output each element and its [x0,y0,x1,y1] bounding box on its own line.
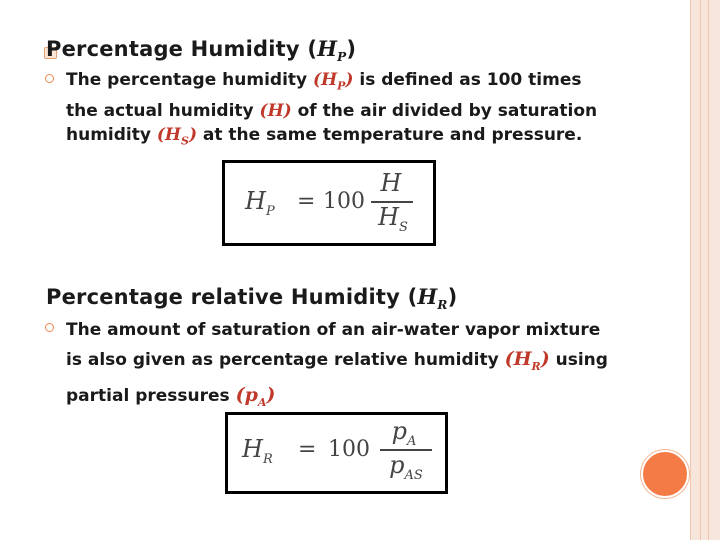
formula-coefficient: 100 [323,189,365,214]
para-line: is also given as percentage relative humidity $(H_R)$ using [66,348,608,373]
bullet-icon [45,74,54,83]
section2-title: Percentage relative Humidity $(H_R)$ [46,284,458,313]
para-line: humidity $(H_S)$ at the same temperature and pressure. [66,125,583,148]
section2-paragraph [66,316,608,417]
formula-denominator: $p_{AS}$ [389,451,423,483]
section1-paragraph [66,68,597,154]
formula-lhs: $H_P$ [245,187,275,219]
formula-equals: = [297,189,316,214]
formula-numerator: $p_A$ [391,417,417,449]
para-line: The amount of saturation of an air-water vapor mixture [66,320,601,340]
right-border-strip [690,0,720,540]
border-line [708,0,709,540]
formula-equals: = [298,437,317,462]
border-line [700,0,701,540]
bullet-icon [45,323,54,332]
para-line: the actual humidity (H) of the air divided by saturation [66,100,598,121]
formula-coefficient: 100 [328,437,370,462]
border-line [690,0,691,540]
formula-denominator: $H_S$ [378,203,408,235]
para-line: partial pressures $(p_A)$ [66,383,276,409]
formula-numerator: H [380,169,402,197]
para-line: The percentage humidity $(H_P)$ is defined as 100 times [66,70,582,93]
formula-box-percentage-humidity [222,160,436,246]
formula-lhs: $H_R$ [242,435,273,467]
section1-title: Percentage Humidity $(H_P)$ [46,36,357,65]
decorative-circle [641,450,689,498]
formula-box-relative-humidity [225,412,448,494]
